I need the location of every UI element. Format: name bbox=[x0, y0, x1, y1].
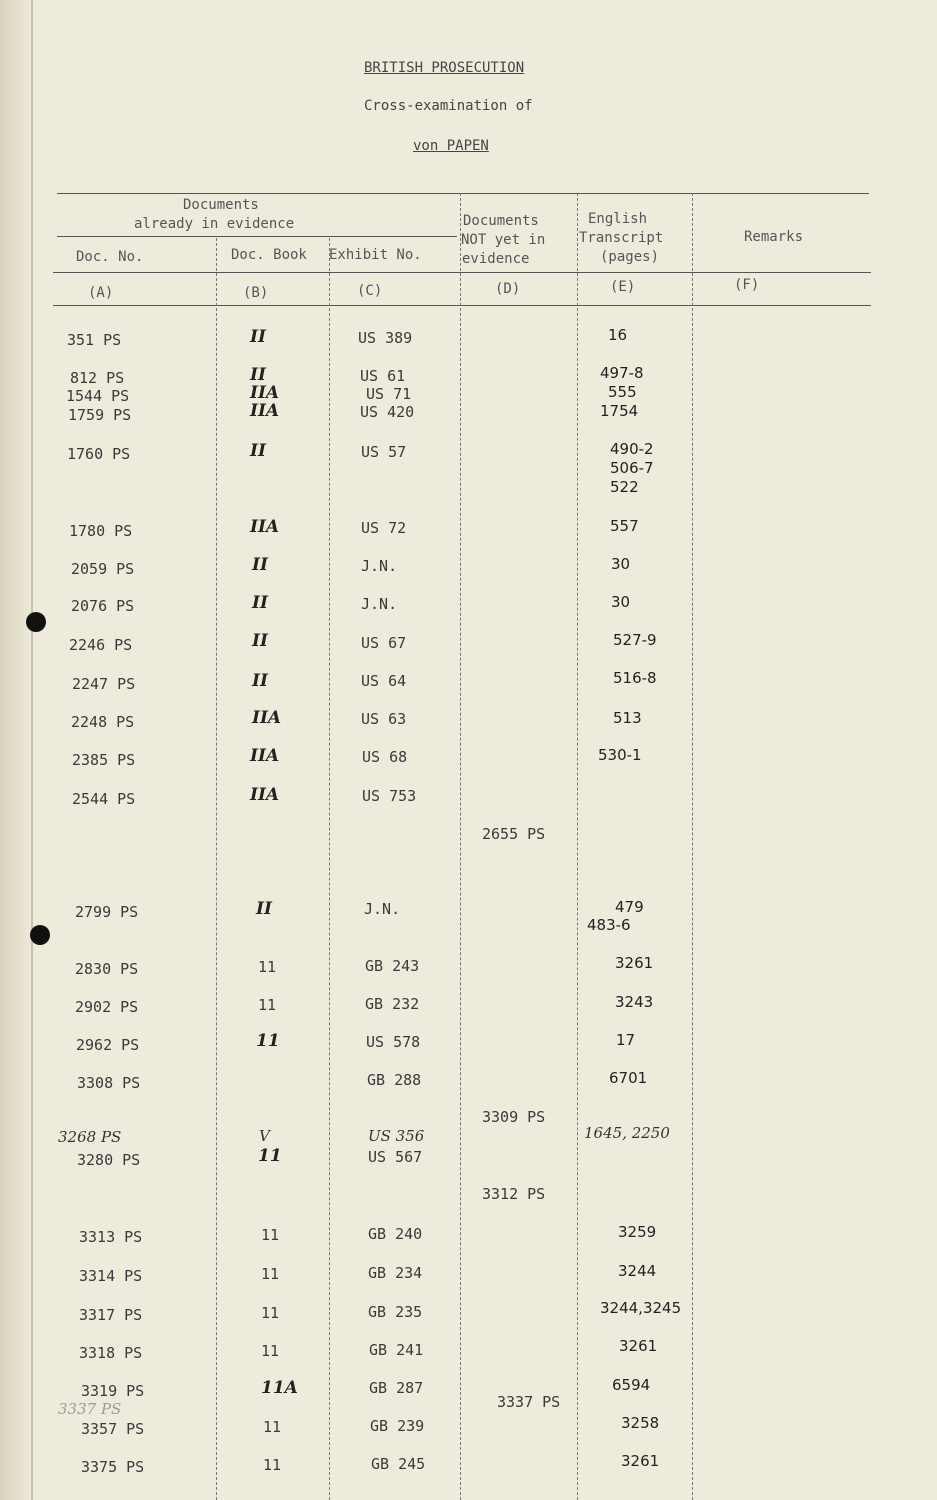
transcript-pages: 3244 bbox=[618, 1262, 657, 1280]
doc-no: 2544 PS bbox=[72, 790, 136, 808]
not-in-evidence-doc: 3337 PS bbox=[497, 1393, 561, 1411]
heading-cross-examination: Cross-examination of bbox=[364, 98, 533, 114]
doc-no: 1760 PS bbox=[67, 445, 131, 463]
ink-blot bbox=[26, 612, 46, 632]
doc-book: II bbox=[250, 441, 266, 461]
header-sub-rule bbox=[57, 236, 457, 237]
header-transcript-2: Transcript bbox=[579, 230, 664, 246]
header-group-line1: Documents bbox=[183, 197, 259, 213]
exhibit-no: GB 235 bbox=[368, 1303, 423, 1321]
transcript-pages: 17 bbox=[616, 1031, 636, 1049]
doc-book: II bbox=[256, 899, 272, 919]
doc-no: 2248 PS bbox=[71, 713, 135, 731]
doc-book: 11 bbox=[263, 1418, 282, 1436]
exhibit-no: US 420 bbox=[360, 403, 415, 421]
heading-prosecution: BRITISH PROSECUTION bbox=[364, 60, 525, 76]
transcript-pages: 16 bbox=[608, 326, 628, 344]
paper-edge-line bbox=[31, 0, 33, 1500]
doc-book: IIA bbox=[252, 708, 282, 728]
doc-no: 2799 PS bbox=[75, 903, 139, 921]
transcript-pages: 479 bbox=[615, 898, 644, 916]
doc-no: 1780 PS bbox=[69, 522, 133, 540]
transcript-pages: 522 bbox=[610, 478, 639, 496]
table-top-rule bbox=[57, 193, 869, 194]
transcript-pages: 3261 bbox=[621, 1452, 660, 1470]
doc-book: 11 bbox=[261, 1226, 280, 1244]
header-group-line2: already in evidence bbox=[134, 216, 295, 232]
column-divider-b bbox=[216, 238, 217, 1500]
doc-book: IIA bbox=[250, 383, 280, 403]
exhibit-no: GB 232 bbox=[365, 995, 420, 1013]
doc-no: 812 PS bbox=[70, 369, 125, 387]
doc-book: II bbox=[252, 555, 268, 575]
exhibit-no-handwritten: US 356 bbox=[368, 1127, 425, 1145]
transcript-pages: 3243 bbox=[615, 993, 654, 1011]
transcript-pages: 1754 bbox=[600, 402, 639, 420]
transcript-pages: 527-9 bbox=[613, 631, 657, 649]
column-letter-rule bbox=[53, 305, 871, 306]
exhibit-no: US 578 bbox=[366, 1033, 421, 1051]
doc-book: 11 bbox=[263, 1456, 282, 1474]
not-in-evidence-doc: 3312 PS bbox=[482, 1185, 546, 1203]
exhibit-no: US 61 bbox=[360, 367, 406, 385]
header-rule bbox=[53, 272, 871, 273]
exhibit-no: US 63 bbox=[361, 710, 407, 728]
doc-no: 2059 PS bbox=[71, 560, 135, 578]
exhibit-no: US 389 bbox=[358, 329, 413, 347]
transcript-pages: 497-8 bbox=[600, 364, 644, 382]
column-letter-b: (B) bbox=[243, 285, 269, 301]
doc-no: 2830 PS bbox=[75, 960, 139, 978]
exhibit-no: US 68 bbox=[362, 748, 408, 766]
doc-no: 2246 PS bbox=[69, 636, 133, 654]
exhibit-no: US 753 bbox=[362, 787, 417, 805]
transcript-pages: 3261 bbox=[615, 954, 654, 972]
doc-book: 11 bbox=[258, 958, 277, 976]
exhibit-no: GB 239 bbox=[370, 1417, 425, 1435]
column-letter-a: (A) bbox=[88, 285, 114, 301]
ink-blot bbox=[30, 925, 50, 945]
column-letter-d: (D) bbox=[495, 281, 521, 297]
exhibit-no: US 57 bbox=[361, 443, 407, 461]
transcript-pages: 530-1 bbox=[598, 746, 642, 764]
header-doc-no: Doc. No. bbox=[76, 249, 144, 265]
column-divider-c bbox=[329, 238, 330, 1500]
transcript-pages: 30 bbox=[611, 593, 631, 611]
header-not-in-evidence-1: Documents bbox=[463, 213, 539, 229]
doc-book: 11 bbox=[261, 1265, 280, 1283]
paper-edge bbox=[0, 0, 34, 1500]
transcript-pages: 30 bbox=[611, 555, 631, 573]
exhibit-no: GB 241 bbox=[369, 1341, 424, 1359]
doc-no: 2902 PS bbox=[75, 998, 139, 1016]
header-transcript-3: (pages) bbox=[600, 249, 660, 265]
column-letter-e: (E) bbox=[610, 279, 636, 295]
exhibit-no: GB 245 bbox=[371, 1455, 426, 1473]
doc-no: 3357 PS bbox=[81, 1420, 145, 1438]
transcript-pages: 6701 bbox=[609, 1069, 648, 1087]
doc-no: 2385 PS bbox=[72, 751, 136, 769]
doc-book: II bbox=[250, 327, 266, 347]
exhibit-no: J.N. bbox=[364, 900, 401, 918]
exhibit-no: US 67 bbox=[361, 634, 407, 652]
header-doc-book: Doc. Book bbox=[231, 247, 307, 263]
transcript-pages: 6594 bbox=[612, 1376, 651, 1394]
header-remarks: Remarks bbox=[744, 229, 804, 245]
exhibit-no: J.N. bbox=[361, 557, 398, 575]
doc-no: 2076 PS bbox=[71, 597, 135, 615]
not-in-evidence-doc: 2655 PS bbox=[482, 825, 546, 843]
exhibit-no: GB 234 bbox=[368, 1264, 423, 1282]
header-transcript-1: English bbox=[588, 211, 648, 227]
header-exhibit-no: Exhibit No. bbox=[329, 247, 422, 263]
doc-book: 11 bbox=[261, 1342, 280, 1360]
doc-no: 2247 PS bbox=[72, 675, 136, 693]
transcript-pages: 516-8 bbox=[613, 669, 657, 687]
doc-no: 3280 PS bbox=[77, 1151, 141, 1169]
doc-book: II bbox=[250, 365, 266, 385]
exhibit-no: US 71 bbox=[366, 385, 412, 403]
column-divider-e bbox=[577, 193, 578, 1500]
doc-no: 3317 PS bbox=[79, 1306, 143, 1324]
doc-no: 3375 PS bbox=[81, 1458, 145, 1476]
doc-book: II bbox=[252, 631, 268, 651]
doc-no: 3308 PS bbox=[77, 1074, 141, 1092]
transcript-pages: 483-6 bbox=[587, 916, 631, 934]
handwritten-note: 3337 PS bbox=[58, 1400, 122, 1418]
doc-no-handwritten: 3268 PS bbox=[58, 1128, 122, 1146]
doc-no: 3313 PS bbox=[79, 1228, 143, 1246]
transcript-pages: 3258 bbox=[621, 1414, 660, 1432]
doc-book: IIA bbox=[250, 785, 280, 805]
transcript-pages: 557 bbox=[610, 517, 639, 535]
column-letter-c: (C) bbox=[357, 283, 383, 299]
doc-book: 11 bbox=[256, 1031, 280, 1051]
doc-no: 3319 PS bbox=[81, 1382, 145, 1400]
exhibit-no: US 64 bbox=[361, 672, 407, 690]
exhibit-no: US 567 bbox=[368, 1148, 423, 1166]
doc-book: II bbox=[252, 671, 268, 691]
column-divider-f bbox=[692, 193, 693, 1500]
column-divider-d bbox=[460, 193, 461, 1500]
transcript-pages: 506-7 bbox=[610, 459, 654, 477]
doc-no: 1544 PS bbox=[66, 387, 130, 405]
column-letter-f: (F) bbox=[734, 277, 760, 293]
doc-book-handwritten: V bbox=[259, 1127, 270, 1145]
doc-book: 11 bbox=[261, 1304, 280, 1322]
transcript-pages: 3261 bbox=[619, 1337, 658, 1355]
exhibit-no: US 72 bbox=[361, 519, 407, 537]
doc-no: 351 PS bbox=[67, 331, 122, 349]
doc-no: 2962 PS bbox=[76, 1036, 140, 1054]
doc-book: IIA bbox=[250, 401, 280, 421]
doc-book: 11 bbox=[258, 1146, 282, 1166]
transcript-pages: 3259 bbox=[618, 1223, 657, 1241]
exhibit-no: GB 288 bbox=[367, 1071, 422, 1089]
doc-no: 1759 PS bbox=[68, 406, 132, 424]
doc-no: 3318 PS bbox=[79, 1344, 143, 1362]
doc-book: II bbox=[252, 593, 268, 613]
doc-book: IIA bbox=[250, 517, 280, 537]
heading-defendant: von PAPEN bbox=[413, 138, 489, 154]
transcript-pages: 490-2 bbox=[610, 440, 654, 458]
doc-no: 3314 PS bbox=[79, 1267, 143, 1285]
header-not-in-evidence-3: evidence bbox=[462, 251, 530, 267]
exhibit-no: GB 240 bbox=[368, 1225, 423, 1243]
doc-book: 11A bbox=[261, 1378, 298, 1398]
exhibit-no: GB 243 bbox=[365, 957, 420, 975]
not-in-evidence-doc: 3309 PS bbox=[482, 1108, 546, 1126]
doc-book: 11 bbox=[258, 996, 277, 1014]
doc-book: IIA bbox=[250, 746, 280, 766]
transcript-pages: 555 bbox=[608, 383, 637, 401]
exhibit-no: GB 287 bbox=[369, 1379, 424, 1397]
transcript-pages-handwritten: 1645, 2250 bbox=[584, 1124, 670, 1142]
transcript-pages: 3244,3245 bbox=[600, 1299, 682, 1317]
header-not-in-evidence-2: NOT yet in bbox=[461, 232, 546, 248]
transcript-pages: 513 bbox=[613, 709, 642, 727]
exhibit-no: J.N. bbox=[361, 595, 398, 613]
